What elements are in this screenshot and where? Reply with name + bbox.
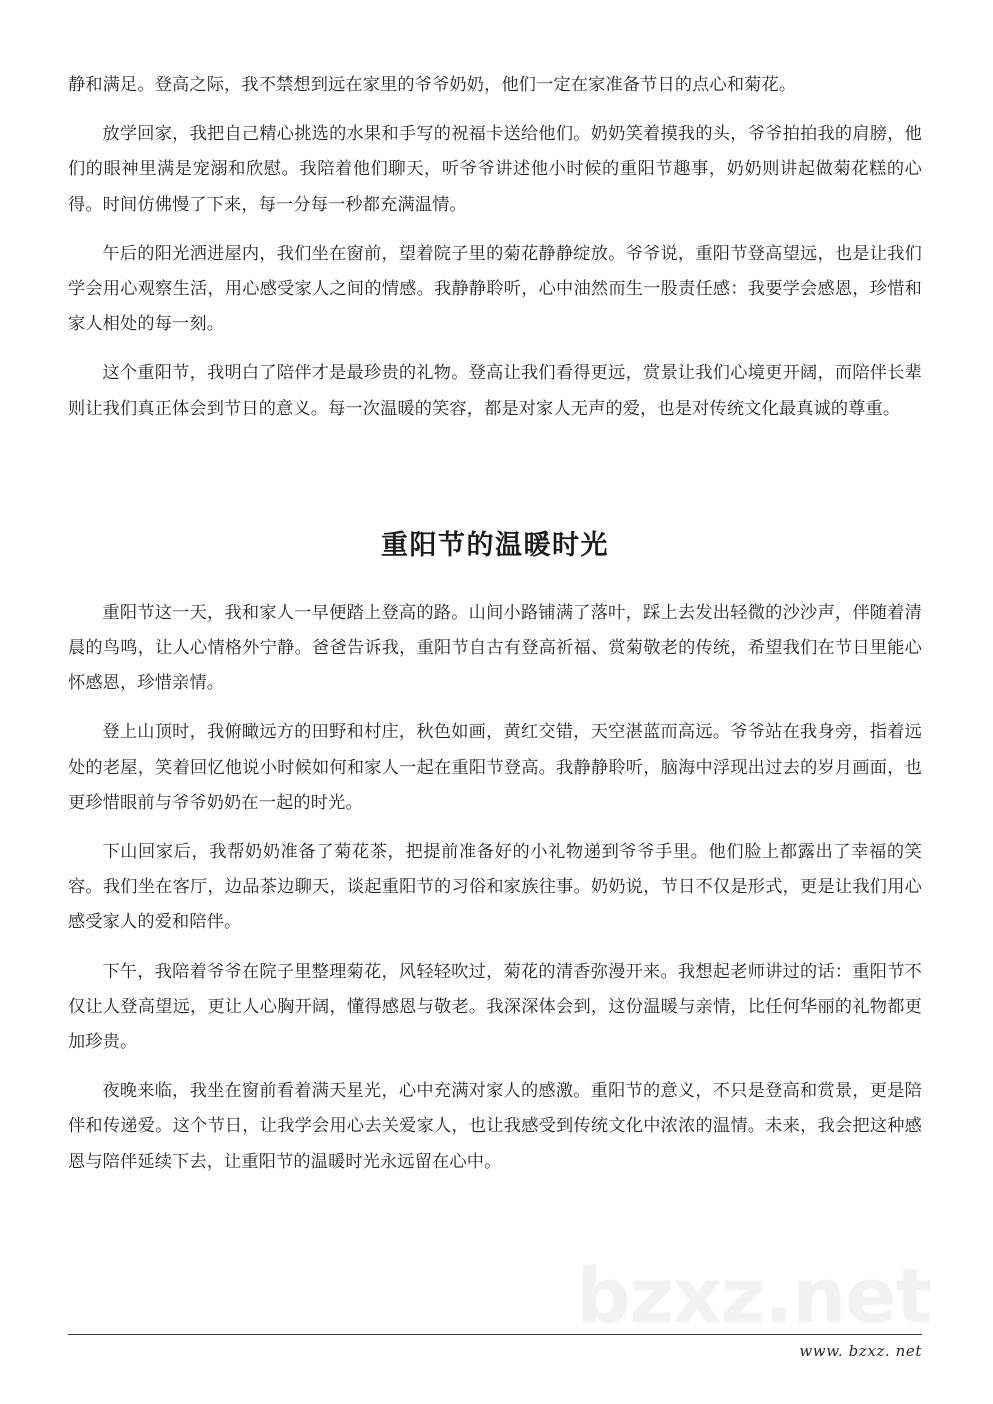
footer-divider [68,1334,922,1335]
paragraph: 下午，我陪着爷爷在院子里整理菊花，风轻轻吹过，菊花的清香弥漫开来。我想起老师讲过的话：重阳节不仅让人登高望远，更让人心胸开阔，懂得感恩与敬老。我深深体会到，这份温暖与亲情，比任何华丽的礼物都更加珍贵。 [68,961,922,1053]
paragraph: 重阳节这一天，我和家人一早便踏上登高的路。山间小路铺满了落叶，踩上去发出轻微的沙沙声，伴随着清晨的鸟鸣，让人心情格外宁静。爸爸告诉我，重阳节自古有登高祈福、赏菊敬老的传统，希望我们在节日里能心怀感恩，珍惜亲情。 [68,602,922,694]
paragraph: 下山回家后，我帮奶奶准备了菊花茶，把提前准备好的小礼物递到爷爷手里。他们脸上都露出了幸福的笑容。我们坐在客厅，边品茶边聊天，谈起重阳节的习俗和家族往事。奶奶说，节日不仅是形式，更是让我们用心感受家人的爱和陪伴。 [68,842,922,933]
page-title: 重阳节的温暖时光 [381,529,609,561]
paragraph: 这个重阳节，我明白了陪伴才是最珍贵的礼物。登高让我们看得更远，赏景让我们心境更开阔，而陪伴长辈则让我们真正体会到节日的意义。每一次温暖的笑容，都是对家人无声的爱，也是对传统文化最真诚的尊重。 [68,363,922,419]
article-title-block [68,523,922,562]
footer-site-url: www. bzxz. net [799,1342,922,1360]
paragraph: 放学回家，我把自己精心挑选的水果和手写的祝福卡送给他们。奶奶笑着摸我的头，爷爷拍拍我的肩膀，他们的眼神里满是宠溺和欣慰。我陪着他们聊天，听爷爷讲述他小时候的重阳节趣事，奶奶则讲起做菊花糕的心得。时间仿佛慢了下来，每一分每一秒都充满温情。 [68,124,922,215]
paragraph: 登上山顶时，我俯瞰远方的田野和村庄，秋色如画，黄红交错，天空湛蓝而高远。爷爷站在我身旁，指着远处的老屋，笑着回忆他说小时候如何和家人一起在重阳节登高。我静静聆听，脑海中浮现出过去的岁月画面，也更珍惜眼前与爷爷奶奶在一起的时光。 [68,722,922,813]
watermark: bzxz.net [576,1251,931,1340]
paragraph-continued: 静和满足。登高之际，我不禁想到远在家里的爷爷奶奶，他们一定在家准备节日的点心和菊花。 [68,75,797,95]
paragraph: 午后的阳光洒进屋内，我们坐在窗前，望着院子里的菊花静静绽放。爷爷说，重阳节登高望远，也是让我们学会用心观察生活，用心感受家人之间的情感。我静静聆听，心中油然而生一股责任感：我要学会感恩，珍惜和家人相处的每一刻。 [68,243,922,335]
paragraph: 夜晚来临，我坐在窗前看着满天星光，心中充满对家人的感激。重阳节的意义，不只是登高和赏景，更是陪伴和传递爱。这个节日，让我学会用心去关爱家人，也让我感受到传统文化中浓浓的温情。未来，我会把这种感恩与陪伴延续下去，让重阳节的温暖时光永远留在心中。 [68,1081,922,1172]
document-body [68,68,922,1194]
